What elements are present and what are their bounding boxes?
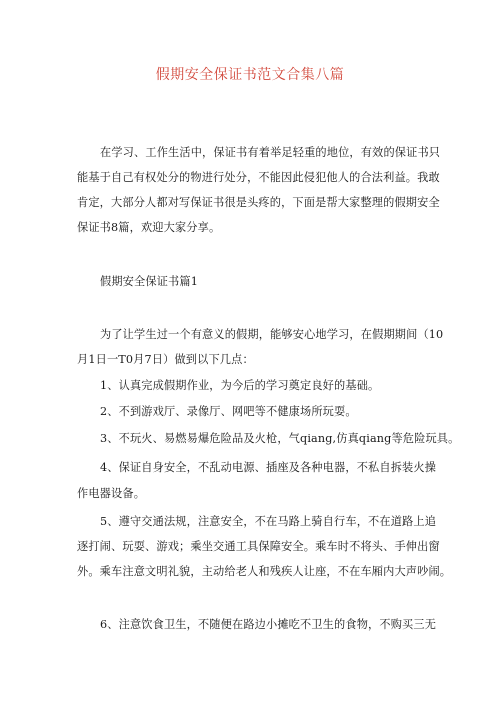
- body-line-11: 6、注意饮食卫生，不随便在路边小摊吃不卫生的食物，不购买三无: [100, 618, 437, 631]
- body-line-6: 4、保证自身安全，不乱动电源、插座及各种电器，不私自拆装火操: [100, 461, 437, 474]
- intro-line-1: 在学习、工作生活中，保证书有着举足轻重的地位，有效的保证书只: [100, 146, 441, 159]
- section-heading: 假期安全保证书篇1: [100, 275, 198, 288]
- intro-line-4: 保证书8篇，欢迎大家分享。: [77, 221, 221, 234]
- body-line-9: 逐打闹、玩耍、游戏；乘坐交通工具保障安全。乘车时不将头、手伸出窗: [77, 540, 440, 553]
- body-line-4: 2、不到游戏厅、录像厅、网吧等不健康场所玩耍。: [100, 405, 357, 418]
- intro-line-3: 肯定，大部分人都对写保证书很是头疼的，下面是帮大家整理的假期安全: [77, 196, 440, 209]
- body-line-7: 作电器设备。: [77, 487, 146, 500]
- body-line-10: 外。乘车注意文明礼貌，主动给老人和残疾人让座，不在车厢内大声吵闹。: [77, 565, 452, 578]
- body-line-8: 5、遵守交通法规，注意安全，不在马路上骑自行车，不在道路上追: [100, 515, 437, 528]
- body-line-2: 月1日一T0月7日）做到以下几点：: [77, 353, 254, 366]
- document-title: 假期安全保证书范文合集八篇: [155, 67, 345, 83]
- body-line-3: 1、认真完成假期作业，为今后的学习奠定良好的基础。: [100, 379, 380, 392]
- intro-line-2: 能基于自己有权处分的物进行处分，不能因此侵犯他人的合法利益。我敢: [77, 171, 440, 184]
- body-line-1: 为了让学生过一个有意义的假期，能够安心地学习，在假期期间（10: [100, 328, 444, 341]
- body-line-5: 3、不玩火、易燃易爆危险品及火枪，气qiang,仿真qiang等危险玩具。: [100, 432, 460, 445]
